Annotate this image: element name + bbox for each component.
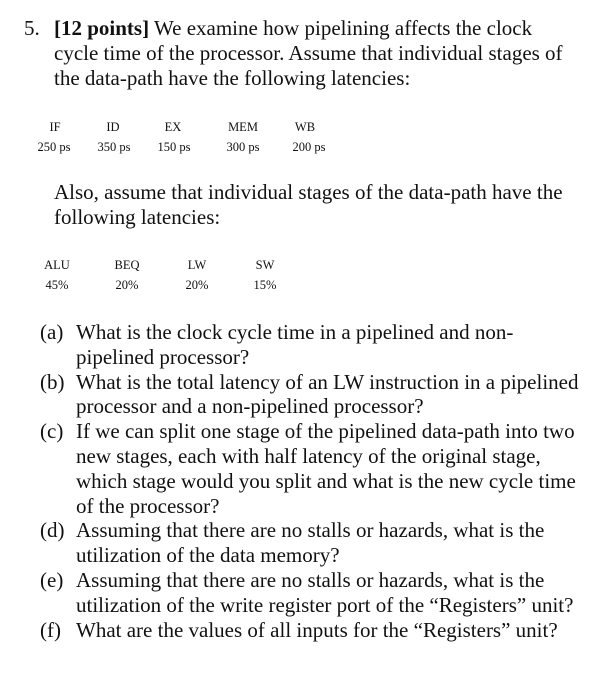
instr-value: 20% <box>115 278 139 292</box>
instr-value: 20% <box>185 278 209 292</box>
question-item <box>40 518 580 568</box>
stage-value: 300 ps <box>226 140 260 154</box>
question-text: What is the clock cycle time in a pipelined and non-pipelined processor? <box>76 320 514 369</box>
question-item <box>40 568 580 618</box>
instr-header: BEQ <box>114 258 140 272</box>
question-text: Assuming that there are no stalls or hazards, what is the utilization of the data memory? <box>76 518 545 568</box>
stage-header: WB <box>294 120 316 134</box>
instr-header: SW <box>255 258 275 272</box>
instr-value: 15% <box>253 278 277 292</box>
stage-value: 200 ps <box>292 140 326 154</box>
problem-points: [12 points] <box>54 16 150 40</box>
instruction-mix-intro: Also, assume that individual stages of the data-path have the following latencies: <box>54 180 563 229</box>
question-text: What is the total latency of an LW instruction in a pipelined processor and a non-pipelined processor? <box>76 369 579 419</box>
instr-header: ALU <box>44 258 70 272</box>
question-item <box>40 419 580 518</box>
question-item <box>40 320 580 370</box>
problem-intro: We examine how pipelining affects the clock cycle time of the processor. Assume that individual stages of the data-path have the following latencies: <box>54 16 563 90</box>
question-tag: (c) <box>40 419 64 444</box>
problem-statement <box>24 16 572 91</box>
stage-value: 350 ps <box>97 140 131 154</box>
question-text: What are the values of all inputs for the “Registers” unit? <box>76 617 558 642</box>
stage-value: 150 ps <box>157 140 191 154</box>
question-tag: (a) <box>40 320 64 344</box>
stage-header: IF <box>49 120 61 134</box>
question-tag: (e) <box>40 567 64 592</box>
question-list <box>40 320 580 642</box>
question-item <box>40 370 580 420</box>
question-tag: (d) <box>40 518 65 543</box>
question-tag: (b) <box>40 369 65 394</box>
instr-header: LW <box>187 258 207 272</box>
question-item <box>40 618 580 643</box>
question-text: Assuming that there are no stalls or hazards, what is the utilization of the write register port of the “Registers” unit? <box>76 567 574 617</box>
stage-value: 250 ps <box>37 140 71 154</box>
stage-header: EX <box>164 120 182 134</box>
problem-number: 5. <box>24 16 40 40</box>
instr-value: 45% <box>45 278 69 292</box>
question-text: If we can split one stage of the pipelined data-path into two new stages, each with half latency of the original stage, which stage would you split and what is the new cycle time of the processor? <box>76 419 576 518</box>
stage-header: MEM <box>228 120 258 134</box>
question-tag: (f) <box>40 617 61 642</box>
stage-header: ID <box>106 120 120 134</box>
